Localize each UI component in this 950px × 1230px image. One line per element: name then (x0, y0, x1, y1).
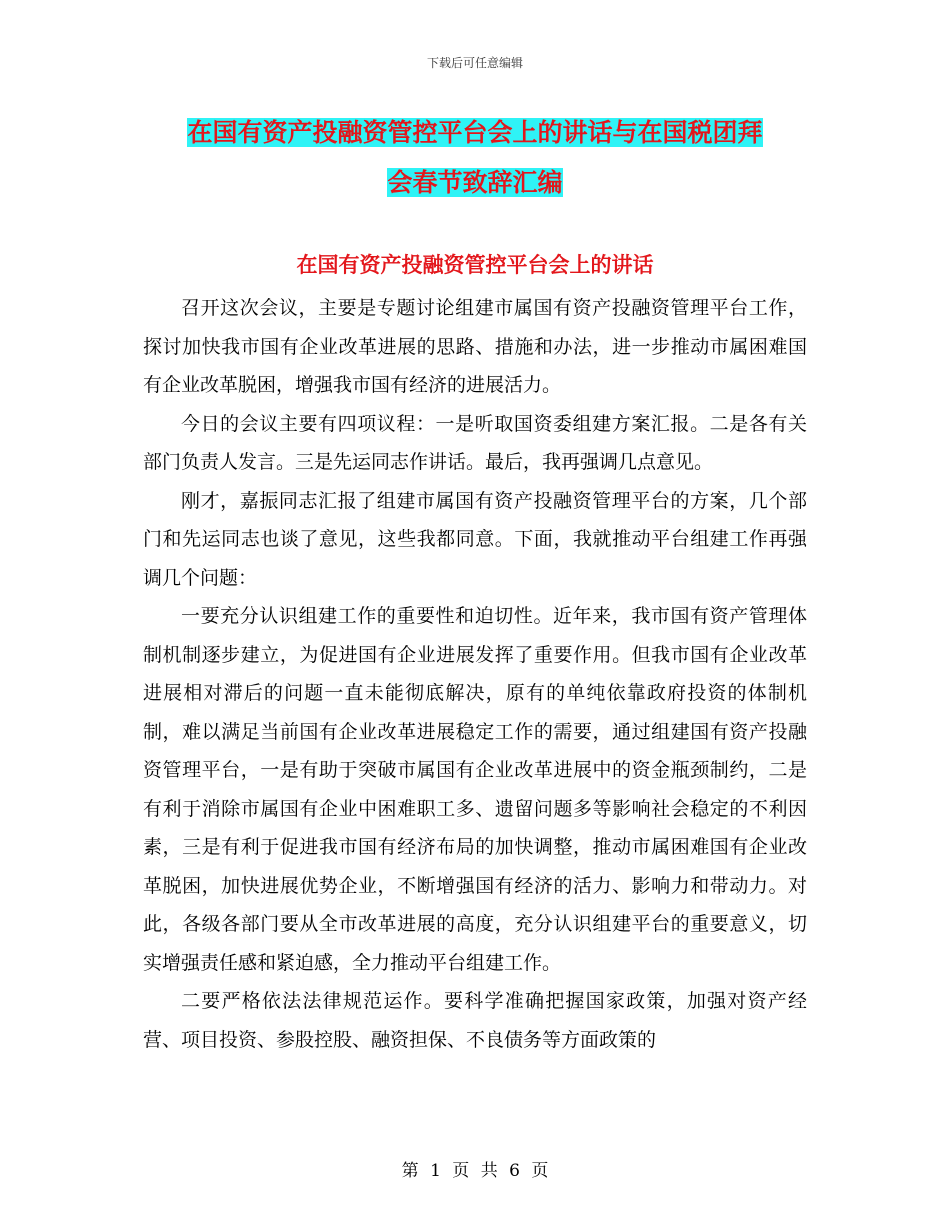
page-number-footer: 第 1 页 共 6 页 (401, 1161, 549, 1181)
paragraph: 召开这次会议，主要是专题讨论组建市属国有资产投融资管理平台工作，探讨加快我市国有企业改革进展的思路、措施和办法，进一步推动市属困难国有企业改革脱困，增强我市国有经济的进展活力。 (143, 297, 807, 396)
document-title-line1: 在国有资产投融资管控平台会上的讲话与在国税团拜 (187, 118, 763, 147)
body-text (143, 289, 807, 1059)
header-note: 下载后可任意编辑 (426, 56, 523, 70)
paragraph: 今日的会议主要有四项议程：一是听取国资委组建方案汇报。二是各有关部门负责人发言。三是先运同志作讲话。最后，我再强调几点意见。 (143, 412, 807, 473)
paragraph: 刚才，嘉振同志汇报了组建市属国有资产投融资管理平台的方案，几个部门和先运同志也谈了意见，这些我都同意。下面，我就推动平台组建工作再强调几个问题： (143, 489, 807, 589)
paragraph: 一要充分认识组建工作的重要性和迫切性。近年来，我市国有资产管理体制机制逐步建立，为促进国有企业进展发挥了重要作用。但我市国有企业改革进展相对滞后的问题一直未能彻底解决，原有的单纯依靠政府投资的体制机制，难以满足当前国有企业改革进展稳定工作的需要，通过组建国有资产投融资管理平台，一是有助于突破市属国有企业改革进展中的资金瓶颈制约，二是有利于消除市属国有企业中困难职工多、遗留问题多等影响社会稳定的不利因素，三是有利于促进我市国有经济布局的加快调整，推动市属困难国有企业改革脱困，加快进展优势企业，不断增强国有经济的活力、影响力和带动力。对此，各级各部门要从全市改革进展的高度，充分认识组建平台的重要意义，切实增强责任感和紧迫感，全力推动平台组建工作。 (143, 605, 807, 974)
document-title (140, 108, 810, 208)
paragraph: 二要严格依法法律规范运作。要科学准确把握国家政策，加强对资产经营、项目投资、参股控股、融资担保、不良债务等方面政策的 (143, 990, 807, 1051)
section-title: 在国有资产投融资管控平台会上的讲话 (296, 253, 654, 277)
document-title-line2: 会春节致辞汇编 (387, 168, 563, 197)
